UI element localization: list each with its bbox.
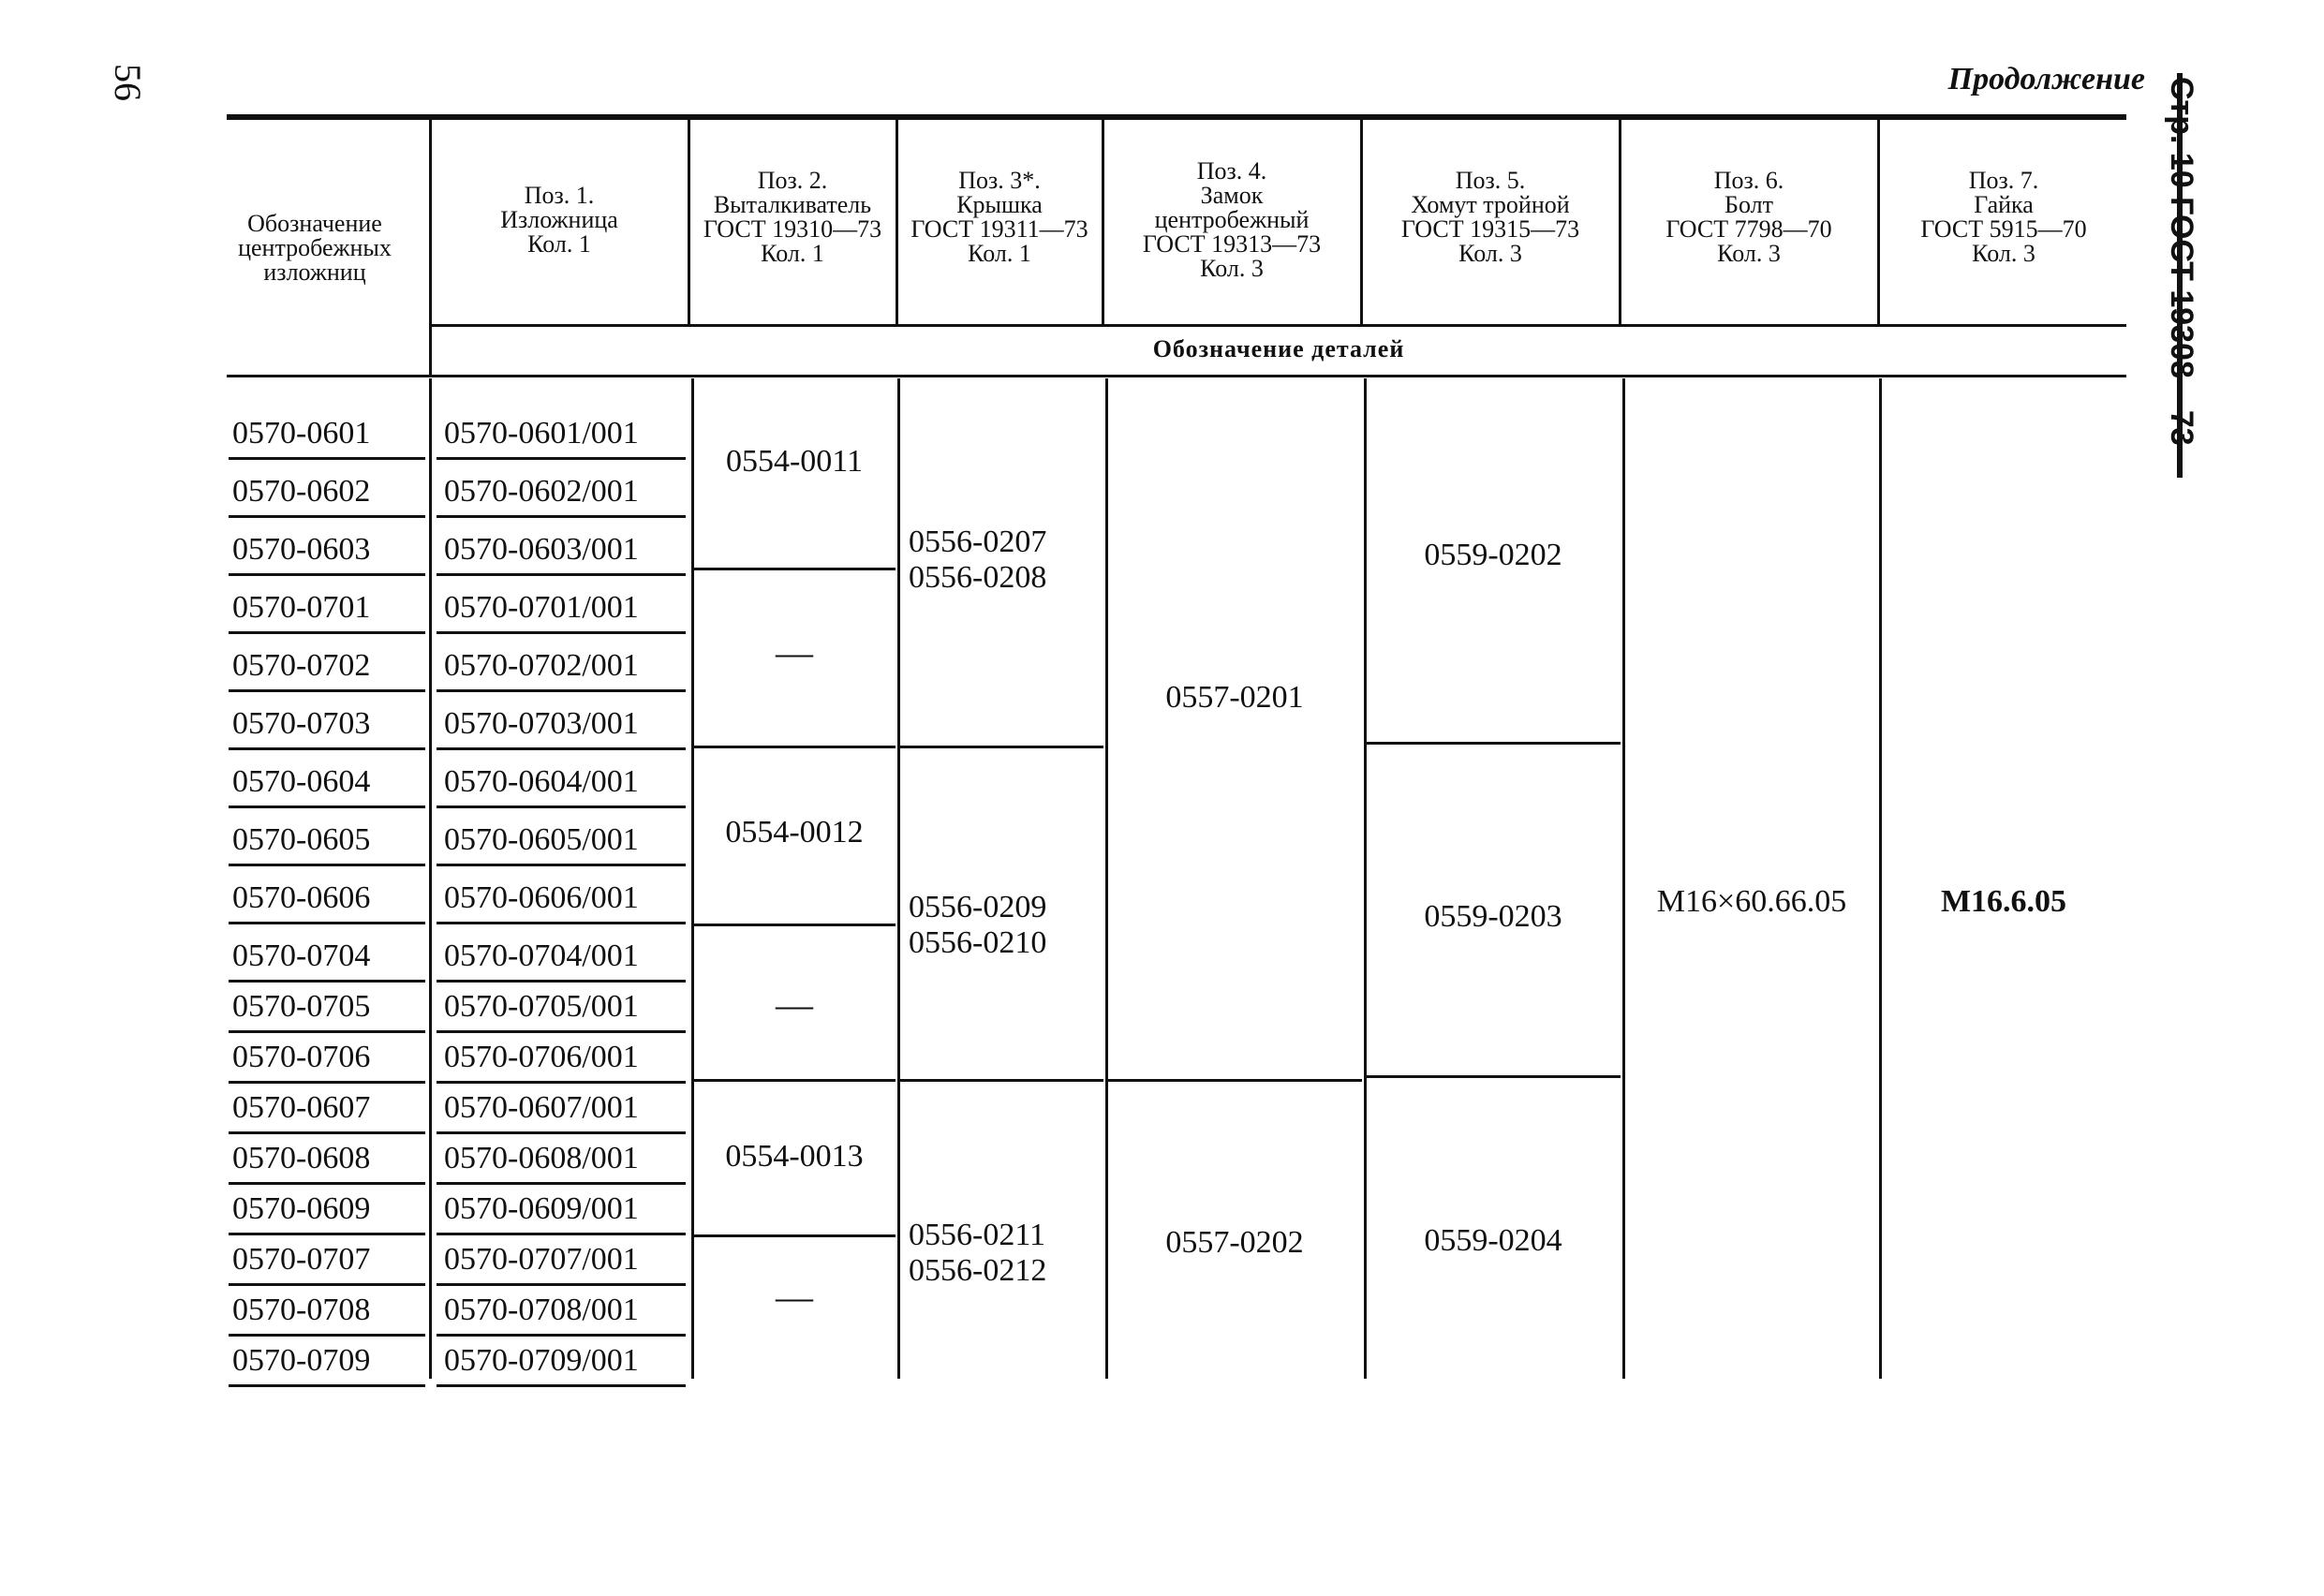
row-designation: 0570-0702 [232,648,371,683]
row-rule [437,1233,686,1235]
body-vline [1622,378,1625,1379]
row-pos1: 0570-0709/001 [444,1343,639,1378]
row-pos1: 0570-0706/001 [444,1040,639,1074]
row-rule [229,1081,425,1084]
pos2-group: 0554-0013 [725,1139,864,1174]
pos4-group: 0557-0201 [1165,680,1304,715]
hdr-vline [1102,118,1104,324]
row-rule [437,1030,686,1033]
header-divider [431,324,2126,327]
header-pos2: Поз. 2. Выталкиватель ГОСТ 19310—73 Кол. 1 [703,169,882,266]
pos5-sep [1366,1075,1621,1078]
pos2-group: — [776,1276,813,1318]
header-pos7: Поз. 7. Гайка ГОСТ 5915—70 Кол. 3 [1920,169,2087,266]
row-rule [437,689,686,692]
row-pos1: 0570-0605/001 [444,822,639,857]
row-pos1: 0570-0701/001 [444,590,639,625]
row-rule [229,1283,425,1286]
pos4-sep [1107,1079,1362,1082]
row-rule [229,515,425,518]
header-pos1: Поз. 1. Изложница Кол. 1 [500,184,618,257]
pos2-sep [693,924,896,926]
pos2-sep [693,1234,896,1237]
row-rule [437,1384,686,1387]
pos2-group: — [776,631,813,673]
row-designation: 0570-0704 [232,938,371,973]
row-pos1: 0570-0607/001 [444,1090,639,1125]
row-pos1: 0570-0606/001 [444,880,639,915]
row-designation: 0570-0606 [232,880,371,915]
row-rule [437,1131,686,1134]
pos5-sep [1366,742,1621,745]
row-pos1: 0570-0705/001 [444,989,639,1024]
row-pos1: 0570-0703/001 [444,706,639,741]
row-rule [229,747,425,750]
header-designation: Обозначение центробежных изложниц [238,212,392,285]
row-pos1: 0570-0704/001 [444,938,639,973]
row-rule [229,631,425,634]
row-pos1: 0570-0702/001 [444,648,639,683]
row-rule [229,1131,425,1134]
row-rule [229,1334,425,1337]
row-rule [437,922,686,924]
page-number: 56 [107,64,149,101]
row-rule [437,515,686,518]
row-rule [229,922,425,924]
row-designation: 0570-0708 [232,1293,371,1327]
row-designation: 0570-0605 [232,822,371,857]
row-pos1: 0570-0602/001 [444,474,639,509]
pos4-group: 0557-0202 [1165,1225,1304,1260]
row-designation: 0570-0701 [232,590,371,625]
row-designation: 0570-0607 [232,1090,371,1125]
row-rule [437,747,686,750]
pos5-group: 0559-0204 [1424,1223,1562,1258]
row-pos1: 0570-0609/001 [444,1191,639,1226]
pos2-sep [693,1079,896,1082]
row-rule [229,805,425,808]
row-rule [437,1334,686,1337]
hdr-vline [1619,118,1621,324]
body-vline [429,378,432,1379]
row-pos1: 0570-0608/001 [444,1141,639,1175]
row-designation: 0570-0604 [232,764,371,799]
pos2-group: 0554-0012 [725,815,864,850]
body-vline [1879,378,1882,1379]
row-designation: 0570-0608 [232,1141,371,1175]
row-pos1: 0570-0603/001 [444,532,639,567]
row-rule [229,1233,425,1235]
pos5-group: 0559-0202 [1424,538,1562,572]
row-rule [229,1030,425,1033]
header-pos3: Поз. 3*. Крышка ГОСТ 19311—73 Кол. 1 [910,169,1088,266]
row-rule [229,1384,425,1387]
row-pos1: 0570-0708/001 [444,1293,639,1327]
row-rule [229,457,425,460]
row-designation: 0570-0707 [232,1242,371,1277]
row-rule [229,1182,425,1185]
row-designation: 0570-0602 [232,474,371,509]
pos3-sep [899,1079,1103,1082]
pos3-group: 0556-0207 0556-0208 [909,525,1047,595]
row-designation: 0570-0706 [232,1040,371,1074]
row-rule [437,457,686,460]
pos2-sep [693,746,896,748]
row-rule [229,689,425,692]
row-designation: 0570-0609 [232,1191,371,1226]
row-rule [437,1081,686,1084]
row-rule [437,631,686,634]
row-rule [437,1182,686,1185]
row-designation: 0570-0709 [232,1343,371,1378]
pos2-group: — [776,983,813,1026]
hdr-vline [1877,118,1880,324]
header-bottom-rule [227,375,2126,377]
pos3-sep [899,746,1103,748]
side-header: Стр. 10 ГОСТ 19308—73 [2164,77,2199,446]
table-top-rule [227,114,2126,120]
pos2-group: 0554-0011 [725,444,864,479]
row-designation: 0570-0703 [232,706,371,741]
header-details-designation: Обозначение деталей [1152,335,1405,362]
row-pos1: 0570-0707/001 [444,1242,639,1277]
row-pos1: 0570-0604/001 [444,764,639,799]
pos7-value: M16.6.05 [1940,884,2067,919]
row-designation: 0570-0603 [232,532,371,567]
body-vline [691,378,694,1379]
header-pos5: Поз. 5. Хомут тройной ГОСТ 19315—73 Кол. 3 [1400,169,1580,266]
row-designation: 0570-0705 [232,989,371,1024]
row-pos1: 0570-0601/001 [444,416,639,451]
hdr-vline [1360,118,1363,324]
row-rule [437,864,686,866]
row-rule [229,864,425,866]
pos3-group: 0556-0211 0556-0212 [909,1218,1047,1288]
continuation-label: Продолжение [1947,62,2145,96]
row-rule [229,573,425,576]
pos2-sep [693,568,896,570]
pos3-group: 0556-0209 0556-0210 [909,890,1047,960]
row-designation: 0570-0601 [232,416,371,451]
row-rule [229,980,425,983]
row-rule [437,980,686,983]
row-rule [437,573,686,576]
row-rule [437,805,686,808]
pos6-value: M16×60.66.05 [1656,884,1847,919]
pos5-group: 0559-0203 [1424,899,1562,934]
header-pos6: Поз. 6. Болт ГОСТ 7798—70 Кол. 3 [1665,169,1832,266]
row-rule [437,1283,686,1286]
header-pos4: Поз. 4. Замок центробежный ГОСТ 19313—73 Кол. 3 [1142,159,1322,281]
